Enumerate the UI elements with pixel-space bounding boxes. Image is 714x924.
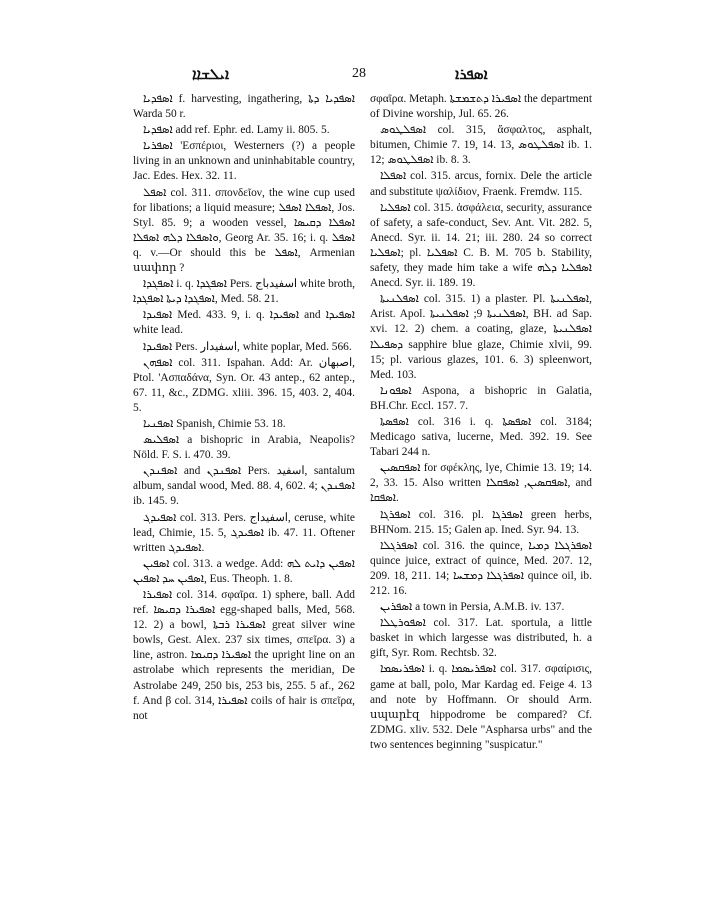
dictionary-entry: ܐܣܦܝܕܐ Pers. اسفیدار, white poplar, Med. 566.	[143, 340, 352, 353]
page-header	[0, 66, 714, 88]
dictionary-entry: ܐܣܦܠܢܝܬܐ col. 315. 1) a plaster. Pl. ܐܣܦܠܢܝܬܐ, Arist. Apol. ܐܣܦܠܢܝܬܐ 9; ܐܣܦܠܢܝܬܐ, BH. ad Sap. xvi. 12. 2) chem. a coating, glaze, ܐܣܦܠܢܝܬܐ ܕܣܦܝܠܐ sapphire blue glaze, Chimie xlvii, 99. 15; pl. various glazes, 101. 6. 3) spleenwort, Med. 103.	[370, 293, 593, 381]
dictionary-entry: ܐܣܦܘܢܐ Aspona, a bishopric in Galatia, BH.Chr. Eccl. 157. 7.	[370, 384, 592, 412]
dictionary-entry: ܐܣܦܠܝܣ a bishopric in Arabia, Neapolis? Nöld. F. S. i. 470. 39.	[133, 434, 355, 462]
dictionary-entry: ܐܣܦܢܕܢ and ܐܣܦܢܕܢ Pers. اسفید, santalum album, sandal wood, Med. 88. 4, 602. 4; ܐܣܦܢܕܢ ib. 145. 9.	[133, 465, 355, 508]
dictionary-entry: ܐܣܦܩܣܝܢ for σφέκλης, lye, Chimie 13. 19; 14. 2, 33. 15. Also written ܐܣܦܩܣܝܢ, ܐܣܦܩܠܐ, and ܐܣܦܩܐ.	[370, 462, 592, 505]
dictionary-entry: ܐܣܦܠܐ col. 315. arcus, fornix. Dele the article and substitute ψαλίδιον, Fraenk. Fremdw. 115.	[370, 170, 592, 198]
dictionary-entry: ܐܣܦܪܝܣܡܐ i. q. ܐܣܦܪܝܣܡܐ col. 317. σφαίρισις, game at ball, polo, Mar Kardag ed. Feige 4. 13 and note by Hoffmann. Or should Arm. սպարէզ hippodrome be compared? Cf. ZDMG. xliv. 532. Dele "Aspharsa urbs" and the two sentences beginning "suspicatur."	[370, 663, 592, 751]
dictionary-entry: ܐܣܦܠ col. 311. σπονδεῖον, the wine cup used for libations; a liquid measure; ܐܣܦܠܐ ܐܣܦܠ, Jos. Styl. 85. 9; a wooden vessel, ܐܣܦܠܐ ܕܩܝܣܐ ܘܐܣܦܠܐ ܕܠܗ ܐܣܦܠܐ, Georg Ar. 35. 16; i. q. ܐܣܦܠ q. v.—Or should this be ܐܣܦܠ, Armenian սափոր ?	[133, 186, 355, 275]
dictionary-entry: ܐܣܦܢܝܐ Spanish, Chimie 53. 18.	[143, 417, 286, 430]
dictionary-entry: ܐܣܦܪܝܢ a town in Persia, A.M.B. iv. 137.	[380, 601, 565, 614]
dictionary-entry: ܐܣܦܪܝܐ 'Εσπέριοι, Westerners (?) a people living in an unknown and uninhabitable country, Jac. Edes. Hex. 32. 11.	[133, 140, 355, 183]
dictionary-entry: ܐܣܦܗܢ col. 311. Ispahan. Add: Ar. اصبهان, Ptol. 'Ασπαδάνα, Syn. Or. 43 antep., 62 antep., 67. 11, &c., ZDMG. xliii. 396. 15, 403. 2, 404. 5.	[133, 356, 355, 414]
dictionary-entry: ܐܣܦܝܕܓ col. 313. Pers. اسفیداج, ceruse, white lead, Chimie, 15. 5, ܐܣܦܝܕܓ ib. 47. 11. Oftener written ܐܣܦܝܕܓ.	[133, 511, 355, 554]
dictionary-entry: σφαῖρα. Metaph. ܐܣܦܝܪܐ ܕܬܫܡܫܬܐ the department of Divine worship, Jul. 65. 26.	[370, 93, 592, 121]
dictionary-entry: ܐܣܦܝܪܐ col. 314. σφαῖρα. 1) sphere, ball. Add ref. ܐܣܦܝܪܐ ܕܩܝܣܐ egg-shaped balls, Med, 568. 12. 2) a bowl, ܐܣܦܝܪܐ ܪܒܬܐ great silver wine bowls, Gest. Alex. 237 six times, σπεῖρα. 3) a line, astron. ܐܣܦܝܪܐ ܕܩܝܡܐ the upright line on an astrolabe which represents the meridian, De Astrolabe 249, 250 bis, 253 bis, 255. 5 af., 262 f. And β col. 314, ܐܣܦܝܪܐ coils of hair is σπεῖρα, not	[133, 589, 355, 722]
dictionary-entry: ܐܣܦܕܝܐ f. harvesting, ingathering, ܐܣܦܕܝܐ ܕܬܐ Warda 50 r.	[133, 93, 355, 121]
left-column	[133, 92, 355, 725]
dictionary-entry: ܐܣܦܠܛܘܣ col. 315, ἄσφαλτος, asphalt, bitumen, Chimie 7. 19, 14. 13, ܐܣܦܠܛܘܣ ib. 1. 12; ܐܣܦܠܛܘܣ ib. 8. 3.	[370, 124, 592, 167]
dictionary-entry: ܐܣܦܕܝܐ add ref. Ephr. ed. Lamy ii. 805. 5.	[143, 124, 330, 137]
dictionary-entry: ܐܣܦܘܪܛܠܐ col. 317. Lat. sportula, a little basket in which largesse was distributed, h. a gift, Syr. Rom. Rechtsb. 32.	[370, 617, 592, 660]
running-head-left: ܐܝܠܫܐܐ	[192, 67, 230, 83]
right-column	[370, 92, 592, 754]
dictionary-entry: ܐܣܦܪܓܐ col. 316. pl. ܐܣܦܪܓܐ green herbs, BHNom. 215. 15; Galen ap. Ined. Syr. 94. 13.	[370, 508, 592, 536]
dictionary-entry: ܐܣܦܝܕܐ Med. 433. 9, i. q. ܐܣܦܝܕܐ and ܐܣܦܝܕܐ white lead.	[133, 309, 355, 337]
dictionary-entry: ܐܣܦܪܓܠܐ col. 316. the quince, ܐܣܦܪܓܠܐ ܕܡܝܐ quince juice, extract of quince, Med. 207. 12, 209. 18, 211. 14; ܐܣܦܪܓܠܐ ܕܡܫܚܐ quince oil, ib. 212. 16.	[370, 539, 593, 597]
dictionary-entry: ܐܣܦܓܕܐ i. q. ܐܣܦܓܕܐ Pers. اسفیدباج white broth, ܐܣܦܓܕܐ ܕܝܬܐ ܐܣܦܓܕܐ, Med. 58. 21.	[133, 278, 355, 306]
page-number: 28	[352, 66, 366, 81]
dictionary-entry: ܐܣܦܝܢ col. 313. a wedge. Add: ܐܣܦܝܢ ܕܐܝܬ ܠܗ ܐܣܦܝܢ ܚܕ ܐܣܦܝܢ, Eus. Theoph. 1. 8.	[133, 557, 355, 585]
running-head-right: ܐܣܦܪܐ	[455, 67, 488, 83]
dictionary-entry: ܐܣܦܠܝܐ col. 315. ἀσφάλεια, security, assurance of safety, a safe-conduct, Sev. Ant. Vit. 282. 5, Anecd. Syr. ii. 14. 21; iii. 280. 24 so correct ܐܣܦܠܝܐ; pl. ܐܣܦܠܝܐ C. B. M. 705 b. Stability, safety, they made him take a wife ܐܣܦܠܝܐ ܕܠܗ Anecd. Syr. ii. 189. 19.	[370, 201, 592, 290]
dictionary-entry: ܐܣܦܣܬܐ col. 316 i. q. ܐܣܦܣܬܐ col. 3184; Medicago sativa, lucerne, Med. 392. 19. See Tabari 244 n.	[370, 415, 593, 459]
